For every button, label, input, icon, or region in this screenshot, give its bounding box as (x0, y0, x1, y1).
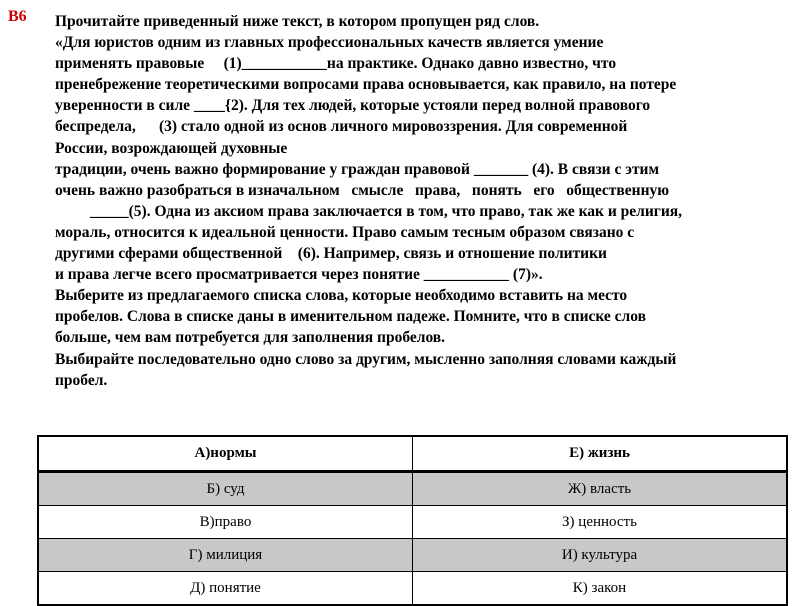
question-number: В6 (8, 8, 27, 25)
table-row (38, 472, 787, 506)
option-cell: В)право (38, 506, 413, 539)
question-line: традиции, очень важно формирование у граждан правовой _______ (4). В связи с этим (55, 160, 660, 178)
question-line: Прочитайте приведенный ниже текст, в котором пропущен ряд слов. (55, 13, 540, 30)
table-row (38, 436, 787, 472)
question-line: пренебрежение теоретическими вопросами права основывается, как правило, на потере (55, 76, 677, 94)
question-line: больше, чем вам потребуется для заполнения пробелов. (55, 329, 446, 347)
option-cell: Г) милиция (38, 539, 413, 572)
table-row (38, 539, 787, 572)
question-line: Выбирайте последовательно одно слово за другим, мысленно заполняя словами каждый (55, 350, 677, 368)
option-cell: И) культура (413, 539, 788, 572)
question-line: и права легче всего просматривается через понятие ___________ (7)». (55, 266, 543, 284)
options-table (37, 435, 788, 606)
question-line: беспредела, (3) стало одной из основ личного мировоззрения. Для современной (55, 118, 628, 136)
question-line: _____(5). Одна из аксиом права заключается в том, что право, так же как и религия, (55, 202, 683, 220)
question-line: России, возрождающей духовные (55, 139, 288, 157)
option-cell: Б) суд (38, 472, 413, 506)
question-line: уверенности в силе ____{2). Для тех людей, которые устояли перед волной правового (55, 97, 651, 115)
question-line: применять правовые (1)___________на практике. Однако давно известно, что (55, 55, 617, 73)
question-line: пробел. (55, 371, 108, 389)
table-row (38, 506, 787, 539)
question-line: Выберите из предлагаемого списка слова, которые необходимо вставить на место (55, 287, 628, 305)
question-line: мораль, относится к идеальной ценности. Право самым тесным образом связано с (55, 223, 635, 241)
question-text (55, 11, 795, 391)
question-line: другими сферами общественной (6). Например, связь и отношение политики (55, 245, 607, 263)
option-cell: Ж) власть (413, 472, 788, 506)
options-table-body (38, 436, 787, 605)
option-cell: К) закон (413, 572, 788, 606)
option-cell: З) ценность (413, 506, 788, 539)
question-line: очень важно разобраться в изначальном смысле права, понять его общественную (55, 181, 670, 199)
option-cell: Д) понятие (38, 572, 413, 606)
question-line: «Для юристов одним из главных профессиональных качеств является умение (55, 34, 604, 52)
option-cell: Е) жизнь (413, 436, 788, 472)
option-cell: А)нормы (38, 436, 413, 472)
question-line: пробелов. Слова в списке даны в именительном падеже. Помните, что в списке слов (55, 308, 646, 326)
